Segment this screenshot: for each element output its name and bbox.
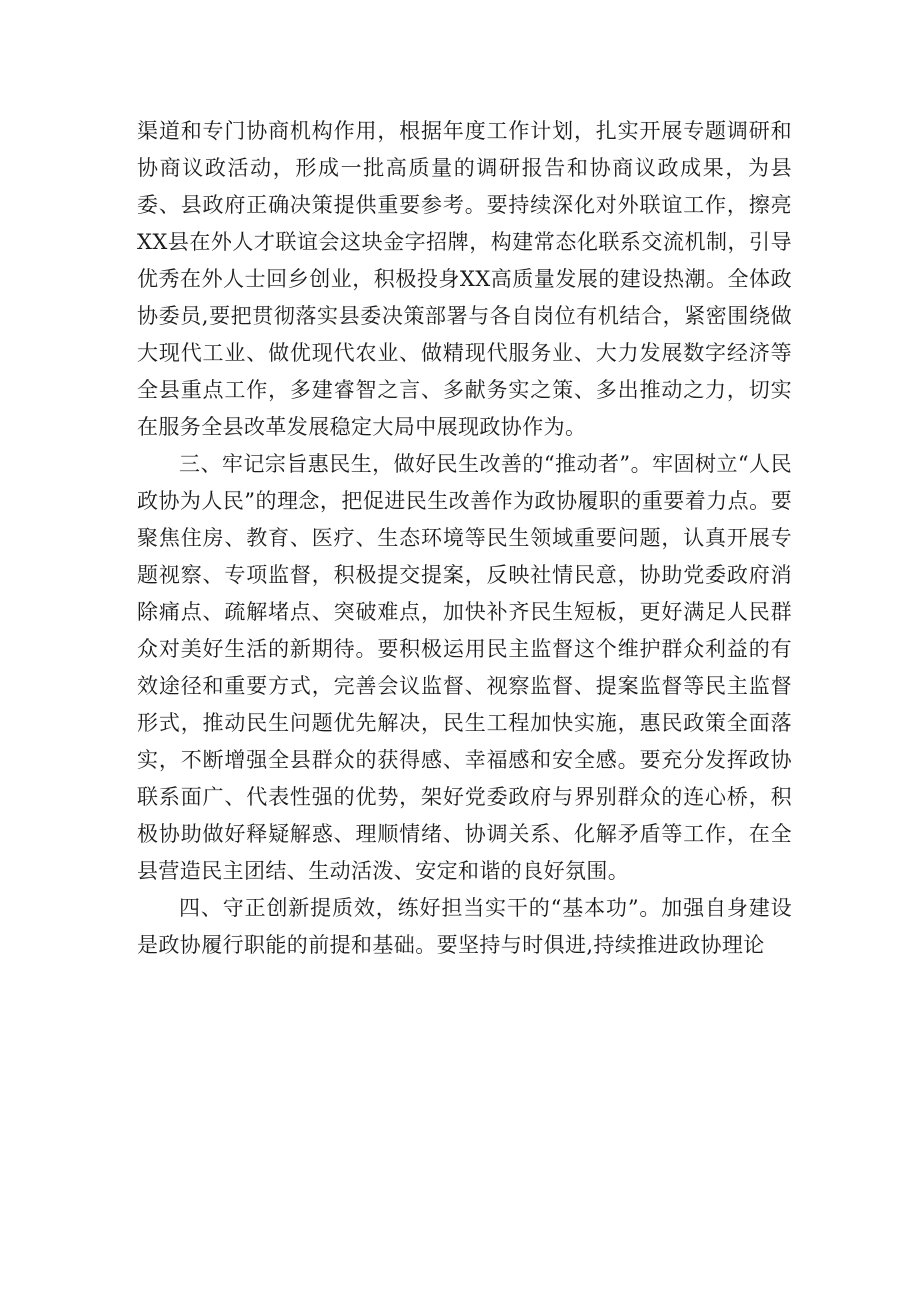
paragraph-section-three: 三、牢记宗旨惠民生，做好民生改善的“推动者”。牢固树立“人民政协为人民”的理念，把促进民生改善作为政协履职的重要着力点。要聚焦住房、教育、医疗、生态环境等民生领域重要问题，认真开展专题视察、专项监督，积极提交提案，反映社情民意，协助党委政府消除痛点、疏解堵点、突破难点，加快补齐民生短板，更好满足人民群众对美好生活的新期待。要积极运用民主监督这个维护群众利益的有效途径和重要方式，完善会议监督、视察监督、提案监督等民主监督形式，推动民生问题优先解决，民生工程加快实施，惠民政策全面落实，不断增强全县群众的获得感、幸福感和安全感。要充分发挥政协联系面广、代表性强的优势，架好党委政府与界别群众的连心桥，积极协助做好释疑解惑、理顺情绪、协调关系、化解矛盾等工作，在全县营造民主团结、生动活泼、安定和谐的良好氛围。 [137, 452, 792, 883]
paragraph-section-four: 四、守正创新提质效，练好担当实干的“基本功”。加强自身建设是政协履行职能的前提和基础。要坚持与时俱进,持续推进政协理论 [137, 896, 792, 957]
paragraph-continuation: 渠道和专门协商机构作用，根据年度工作计划，扎实开展专题调研和协商议政活动，形成一批高质量的调研报告和协商议政成果，为县委、县政府正确决策提供重要参考。要持续深化对外联谊工作，擦亮XX县在外人才联谊会这块金字招牌，构建常态化联系交流机制，引导优秀在外人士回乡创业，积极投身XX高质量发展的建设热潮。全体政协委员,要把贯彻落实县委决策部署与各自岗位有机结合，紧密围绕做大现代工业、做优现代农业、做精现代服务业、大力发展数字经济等全县重点工作，多建睿智之言、多献务实之策、多出推动之力，切实在服务全县改革发展稳定大局中展现政协作为。 [137, 119, 792, 439]
document-body [137, 113, 792, 964]
